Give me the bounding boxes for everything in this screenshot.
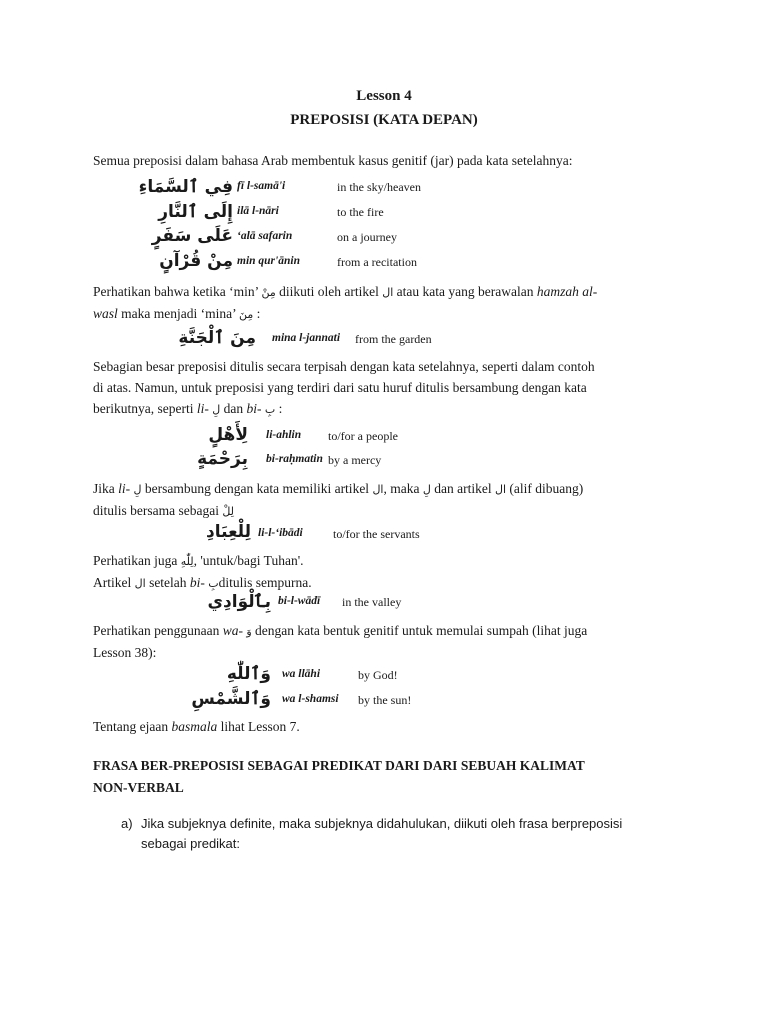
section-heading: FRASA BER-PREPOSISI SEBAGAI PREDIKAT DARI DARI SEBUAH KALIMAT NON-VERBAL xyxy=(93,758,585,795)
paragraph-basmala: Tentang ejaan basmala lihat Lesson 7. xyxy=(93,719,300,734)
transliteration: wa l-shamsi xyxy=(282,693,339,705)
transliteration: fī l-samā'i xyxy=(237,180,286,192)
paragraph-oath: Perhatikan penggunaan wa- وَ dengan kata bentuk genitif untuk memulai sumpah (lihat juga Lesson 38): xyxy=(93,623,588,660)
example-row xyxy=(0,591,768,615)
lesson-number: Lesson 4 xyxy=(356,88,412,104)
paragraph-li-article: Jika li- لِ bersambung dengan kata memiliki artikel ال, maka لِ dan artikel ال (alif dibuang) ditulis bersama sebagai لِلْ xyxy=(93,481,584,518)
transliteration: ‘alā safarin xyxy=(237,230,293,242)
example-row xyxy=(0,663,768,687)
example-row xyxy=(0,688,768,712)
arabic-phrase: لِلْعِبَادِ xyxy=(206,522,251,542)
transliteration: wa llāhi xyxy=(282,668,321,680)
translation: on a journey xyxy=(337,230,397,244)
arabic-phrase: بِٱلْوَادِي xyxy=(207,592,271,612)
list-marker: a) xyxy=(121,816,133,831)
example-row xyxy=(0,425,768,449)
example-row xyxy=(0,176,768,200)
arabic-phrase: مِنْ قُرْآنٍ xyxy=(159,251,233,271)
arabic-phrase: بِرَحْمَةٍ xyxy=(197,449,248,469)
arabic-phrase: إِلَى ٱلنَّارِ xyxy=(158,202,233,222)
example-row xyxy=(0,201,768,225)
example-row xyxy=(0,251,768,275)
transliteration: li-ahlin xyxy=(266,429,302,441)
list-item xyxy=(121,814,681,856)
arabic-phrase: وَٱلشَّمْسِ xyxy=(191,689,271,709)
transliteration: li-l-‘ibādi xyxy=(258,527,303,539)
translation: in the valley xyxy=(342,595,402,609)
paragraph-lillahi: Perhatikan juga لِلّٰهِ, 'untuk/bagi Tuhan'. Artikel ال setelah bi- بِditulis sempurna. xyxy=(93,553,312,590)
example-row xyxy=(0,327,768,351)
transliteration: ilā l-nāri xyxy=(237,205,279,217)
translation: in the sky/heaven xyxy=(337,180,421,194)
transliteration: mina l-jannati xyxy=(272,332,341,344)
intro-paragraph: Semua preposisi dalam bahasa Arab membentuk kasus genitif (jar) pada kata setelahnya: xyxy=(93,153,573,168)
transliteration: min qur'ānin xyxy=(237,255,300,267)
list-item-text: Jika subjeknya definite, maka subjeknya didahulukan, diikuti oleh frasa berpreposisi sebagai predikat: xyxy=(141,816,623,851)
translation: by the sun! xyxy=(358,693,412,707)
example-row xyxy=(0,226,768,250)
translation: to the fire xyxy=(337,205,384,219)
arabic-phrase: عَلَى سَفَرٍ xyxy=(151,226,233,246)
transliteration: bi-raḥmatin xyxy=(266,453,323,465)
arabic-phrase: مِنَ ٱلْجَنَّةِ xyxy=(178,328,256,348)
arabic-phrase: وَٱللّٰهِ xyxy=(226,664,271,684)
page-title: PREPOSISI (KATA DEPAN) xyxy=(290,112,478,128)
example-row xyxy=(0,449,768,473)
paragraph-attached: Sebagian besar preposisi ditulis secara terpisah dengan kata setelahnya, seperti dalam contoh di atas. Namun, untuk preposisi yang terdiri dari satu huruf ditulis bersambung dengan kata berikutnya, seperti li- لِ dan bi- بِ : xyxy=(93,359,595,416)
example-row xyxy=(0,522,768,546)
transliteration: bi-l-wādī xyxy=(278,595,321,607)
arabic-phrase: فِي ٱلسَّمَاءِ xyxy=(138,177,233,197)
translation: by God! xyxy=(358,668,398,682)
translation: to/for the servants xyxy=(333,527,420,541)
translation: from a recitation xyxy=(337,255,417,269)
paragraph-min: Perhatikan bahwa ketika ‘min’ مِنْ diikuti oleh artikel ال atau kata yang berawalan hamzah al- wasl maka menjadi ‘mina’ مِنَ : xyxy=(93,284,598,321)
translation: from the garden xyxy=(355,332,432,346)
translation: by a mercy xyxy=(328,453,382,467)
translation: to/for a people xyxy=(328,429,398,443)
arabic-phrase: لِأَهْلٍ xyxy=(208,425,248,445)
